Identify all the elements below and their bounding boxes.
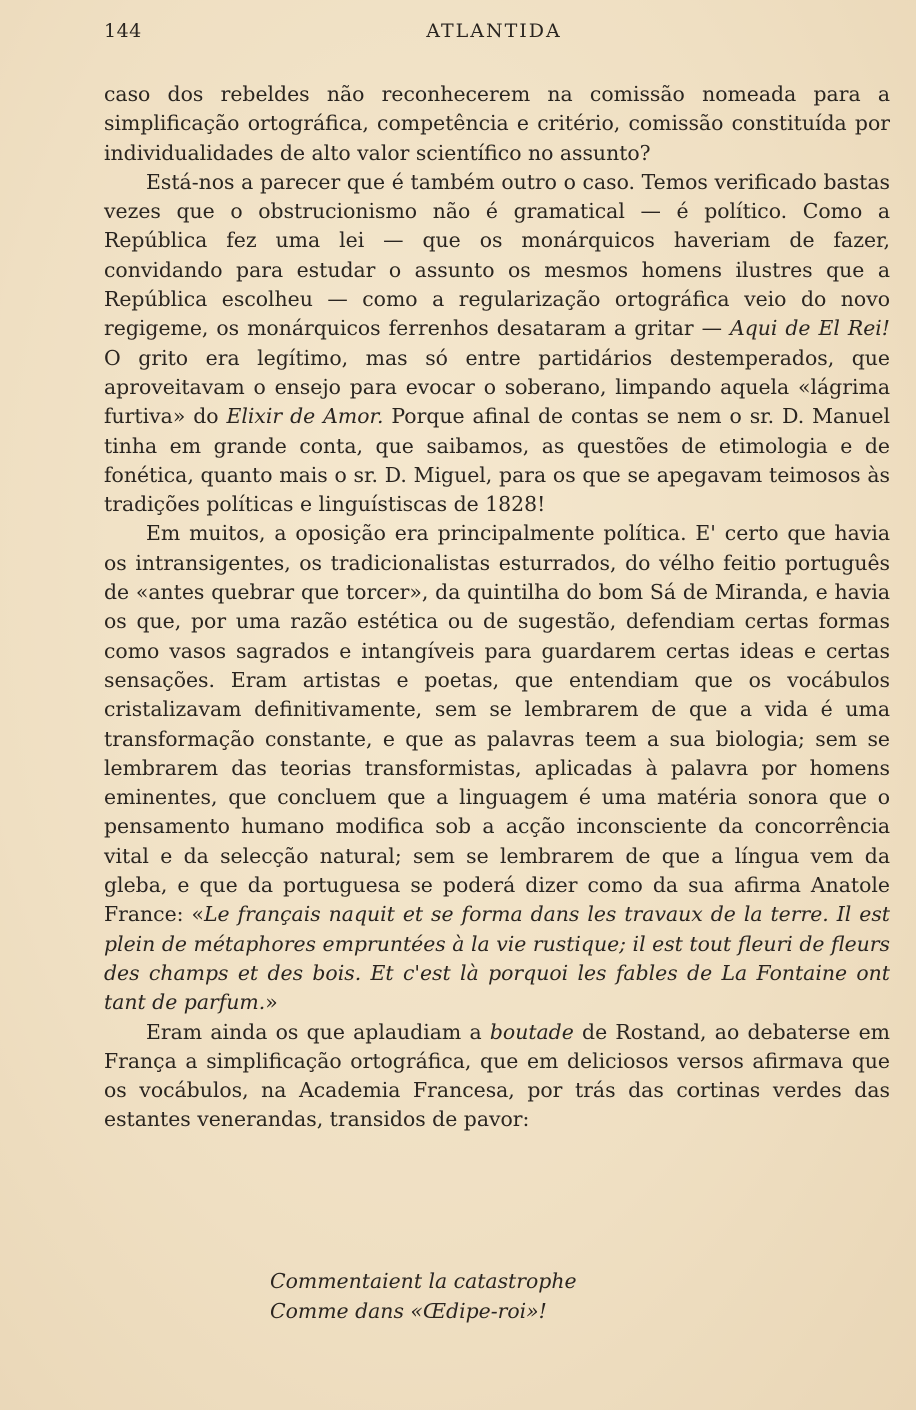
paragraph-2 (104, 168, 890, 520)
italic-title: Elixir de Amor. (226, 404, 384, 429)
verse-line: Comme dans «Œdipe-roi»! (270, 1299, 547, 1323)
paragraph-text: de Rostand, ao debaterse em França a simplificação ortográfica, que em deliciosos versos afirmava que os vocábulos, na Academia Francesa, por trás das cortinas verdes das estantes venerandas, transidos de pavor: (104, 1019, 890, 1132)
page-number: 144 (104, 20, 142, 42)
paragraph-text: caso dos rebeldes não reconhecerem na comissão nomeada para a simplificação ortográfica, competência e critério, comissão constituída por individualidades de alto valor scientífico no assunto? (104, 82, 890, 165)
running-title: ATLANTIDA (426, 20, 562, 42)
page-header (104, 20, 884, 54)
paragraph-1 (104, 80, 890, 168)
paragraph-text: O grito era legítimo, mas só entre partidários destemperados, que aproveitavam o ensejo para evocar o soberano, limpando aquela «lágrima furtiva» do (104, 345, 890, 429)
paragraph-text: Eram ainda os que aplaudiam a (146, 1019, 490, 1044)
italic-word: boutade (489, 1019, 574, 1044)
italic-quote: Aqui de El Rei! (729, 316, 890, 341)
verse-quotation (270, 1266, 830, 1326)
french-quotation: Le français naquit et se forma dans les travaux de la terre. Il est plein de métaphores empruntées à la vie rustique; il est tout fleuri de fleurs des champs et des bois. Et c'est là porquoi les fables de La Fontaine ont tant de parfum. (104, 902, 890, 1015)
verse-line: Commentaient la catastrophe (270, 1269, 577, 1293)
paragraph-text: » (265, 990, 278, 1015)
paragraph-text: Em muitos, a oposição era principalmente política. E' certo que havia os intransigentes, os tradicionalistas esturrados, do vélho feitio português de «antes quebrar que torcer», da quintilha do bom Sá de Miranda, e havia os que, por uma razão estética ou de sugestão, defendiam certas formas como vasos sagrados e intangíveis para guardarem certas ideas e certas sensações. Eram artistas e poetas, que entendiam que os vocábulos cristalizavam definitivamente, sem se lembrarem de que a vida é uma transformação constante, e que as palavras teem a sua biologia; sem se lembrarem das teorias transformistas, aplicadas à palavra por homens eminentes, que concluem que a linguagem é uma matéria sonora que o pensamento humano modifica sob a acção inconsciente da concorrência vital e da selecção natural; sem se lembrarem de que a língua vem da gleba, e que da portuguesa se poderá dizer como da sua afirma Anatole France: « (104, 521, 890, 927)
paragraph-4 (104, 1018, 890, 1135)
body-text (104, 80, 890, 1135)
paragraph-text: Porque afinal de contas se nem o sr. D. Manuel tinha em grande conta, que saibamos, as questões de etimologia e de fonética, quanto mais o sr. D. Miguel, para os que se apegavam teimosos às tradições políticas e linguístiscas de 1828! (104, 404, 891, 517)
paragraph-text: Está-nos a parecer que é também outro o caso. Temos verificado bastas vezes que o obstrucionismo não é gramatical — é político. Como a República fez uma lei — que os monárquicos haveriam de fazer, convidando para estudar o assunto os mesmos homens ilustres que a República escolheu — como a regularização ortográfica veio do novo regigeme, os monárquicos ferrenhos desataram a gritar — (104, 169, 890, 341)
paragraph-3 (104, 519, 890, 1017)
